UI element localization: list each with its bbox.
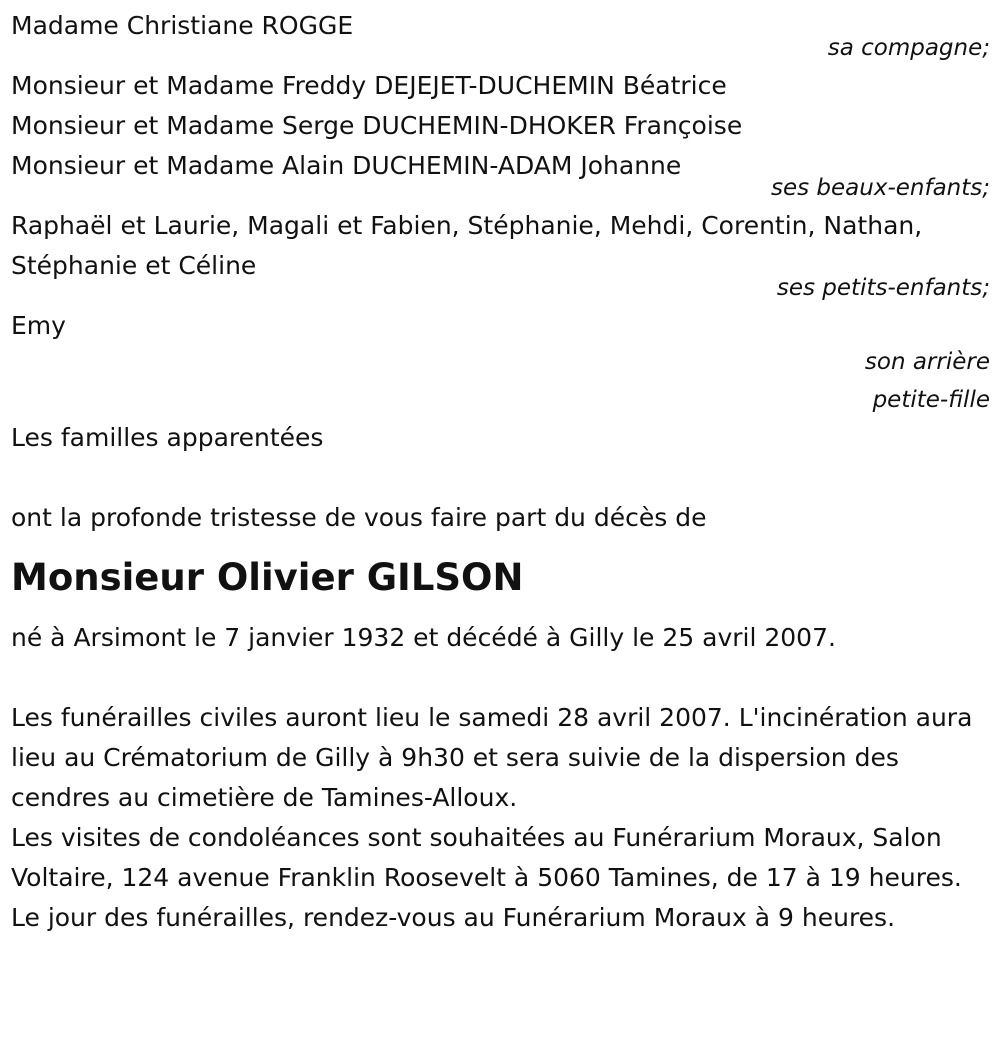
family-name: Monsieur et Madame Alain DUCHEMIN-ADAM Johanne — [11, 151, 682, 180]
family-role: petite-fille — [872, 387, 990, 413]
family-group-grandchildren — [11, 206, 990, 308]
family-name: Monsieur et Madame Serge DUCHEMIN-DHOKER Françoise — [11, 111, 743, 140]
family-name: Stéphanie et Céline — [11, 251, 257, 280]
family-role: son arrière — [864, 349, 990, 375]
family-group-step-children — [11, 66, 990, 208]
visits-paragraph: Les visites de condoléances sont souhaitées au Funérarium Moraux, Salon Voltaire, 124 avenue Franklin Roosevelt à 5060 Tamines, de 17 à 19 heures. — [11, 823, 962, 892]
funeral-paragraph: Les funérailles civiles auront lieu le samedi 28 avril 2007. L'incinération aura lieu au Crématorium de Gilly à 9h30 et sera suivie de la dispersion des cendres au cimetière de Tamines-Alloux. — [11, 703, 973, 812]
announcement-text: ont la profonde tristesse de vous faire part du décès de — [11, 503, 707, 532]
meeting-paragraph: Le jour des funérailles, rendez-vous au Funérarium Moraux à 9 heures. — [11, 903, 896, 932]
family-name: Monsieur et Madame Freddy DEJEJET-DUCHEMIN Béatrice — [11, 71, 727, 100]
family-group-great-granddaughter — [11, 306, 990, 420]
funeral-details — [11, 698, 986, 938]
birth-death-text: né à Arsimont le 7 janvier 1932 et décédé à Gilly le 25 avril 2007. — [11, 623, 836, 652]
family-name: Les familles apparentées — [11, 423, 324, 452]
deceased-name: Monsieur Olivier GILSON — [11, 556, 524, 599]
family-role: sa compagne; — [827, 35, 990, 61]
family-name: Madame Christiane ROGGE — [11, 11, 354, 40]
family-group-companion — [11, 6, 990, 68]
family-role: ses beaux-enfants; — [770, 175, 990, 201]
family-name: Emy — [11, 311, 66, 340]
family-name: Raphaël et Laurie, Magali et Fabien, Stéphanie, Mehdi, Corentin, Nathan, — [11, 211, 923, 240]
family-group-relatives — [11, 418, 990, 458]
family-role: ses petits-enfants; — [776, 275, 990, 301]
